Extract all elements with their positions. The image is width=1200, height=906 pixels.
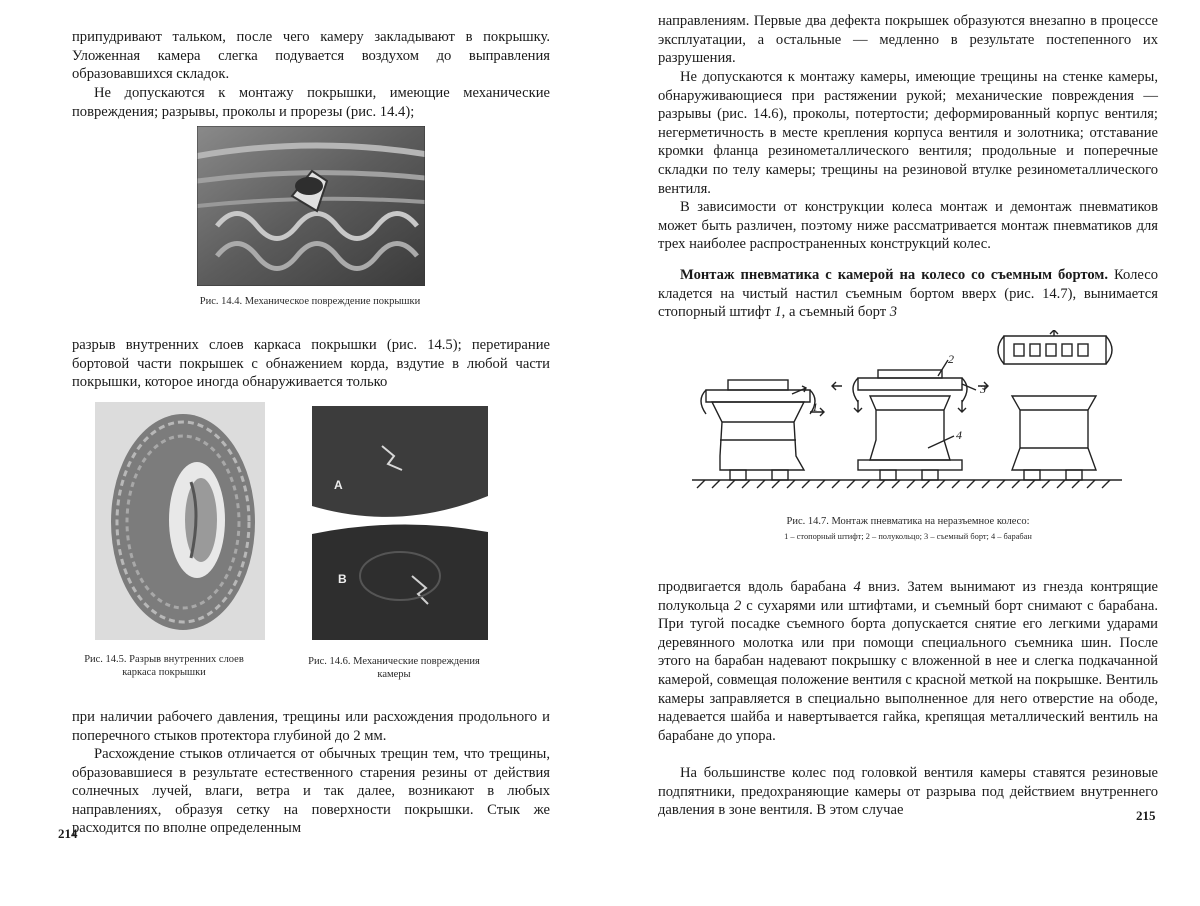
left-para-top: припудривают тальком, после чего камеру закладывают в покрышку. Уложенная камера слегка подувается воздухом до выправления образовавшихся складок. [72,29,550,83]
right-para-heading [658,266,1158,322]
baraban-text-a: продвигается вдоль барабана [658,579,847,595]
fig-label-1: 1 [812,400,818,414]
inline-num-1: 1 [774,304,782,321]
fig-14-4-caption: Рис. 14.4. Механическое повреждение покрышки [199,296,421,307]
right-para-chambers: Не допускаются к монтажу камеры, имеющие трещины на стенке камеры, обнаруживающиеся при растяжении рукой; механические повреждения — разрывы (рис. 14.6), проколы, потертости; деформированный корпус вентиля; негерметичность в месте крепления корпуса вентиля и золотника; отставание кромки фланца резинометаллического вентиля; продольные и поперечные складки по телу камеры; трещины на резиновой втулке резинометаллического вентиля. [658,69,1158,197]
left-para-pressure: при наличии рабочего давления, трещины или расхождения продольного и поперечного стыков протектора глубиной до 2 мм. [72,709,550,744]
heading-mid-text: , а съемный борт [781,304,887,321]
fig-14-5-photo [95,402,265,640]
fig-label-3: 3 [980,382,986,396]
inline-num-2: 2 [734,597,742,614]
fig-14-7-caption: Рис. 14.7. Монтаж пневматика на неразъемное колесо: [786,516,1030,527]
baraban-text-b: вниз. Затем вынимают из гнезда контрящие полукольца [658,579,1158,614]
fig-label-4: 4 [956,428,962,442]
right-para-baraban [658,578,1158,745]
fig-14-4-photo [197,126,425,286]
fig-14-7-diagram [692,330,1122,510]
baraban-text-c: с сухарями или штифтами, и съемный борт снимают с барабана. При тугой посадке съемного борта допускается снятие его легкими ударами деревянного молотка или при помощи специального съемника шин. После этого на барабан надевают покрышку с вложенной в нее и слегка подкачанной камерой, совмещая положение вентиля с красной меткой на покрышке. Вентиль камеры заправляется в специально выполненное для него отверстие на ободе, надевается шайба и навертывается гайка, крепящая металлический вентиль на барабане до упора. [658,597,1159,744]
heading-rest-text: Колесо кладется на чистый настил съемным бортом вверх (рис. 14.7), вынимается стопорный штифт [658,267,1159,321]
fig-14-7-legend: 1 – стопорный штифт; 2 – полукольцо; 3 – съемный борт; 4 – барабан [784,532,1032,541]
fig-14-6-label-b: В [338,572,347,586]
right-para-bottom: На большинстве колес под головкой вентиля камеры ставятся резиновые подпятники, предохраняющие камеры от разрыва под действием внутреннего давления в зоне вентиля. В этом случае [658,765,1158,819]
fig-14-6-caption: Рис. 14.6. Механические повреждения камеры [308,656,480,680]
left-page-number: 214 [58,826,78,841]
right-para-top: направлениям. Первые два дефекта покрышек образуются внезапно в процессе эксплуатации, а остальные — медленно в результате постепенного их разрушения. [658,13,1158,67]
right-page [600,0,1200,906]
right-page-number: 215 [1136,808,1156,823]
fig-14-6-label-a: А [334,478,343,492]
right-para-construction: В зависимости от конструкции колеса монтаж и демонтаж пневматиков может быть различен, поэтому ниже рассматривается монтаж пневматиков для трех наиболее распространенных конструкций колес. [658,199,1158,253]
left-para-joints: Расхождение стыков отличается от обычных трещин тем, что трещины, образовавшиеся в результате естественного старения резины от действия солнечных лучей, влаги, ветра и так далее, возникают в любых направлениях, образуя сетку на поверхности покрышки. Стык же расходится по вполне определенным [72,746,550,837]
fig-label-2: 2 [948,352,954,366]
left-para-defects-intro: Не допускаются к монтажу покрышки, имеющие механические повреждения; разрывы, проколы и прорезы (рис. 14.4); [72,85,550,120]
left-para-middle: разрыв внутренних слоев каркаса покрышки (рис. 14.5); перетирание бортовой части покрышек с обнажением корда, вздутие в любой части покрышки, которое иногда обнаруживается только [72,337,550,391]
inline-num-4: 4 [853,579,861,595]
section-heading: Монтаж пневматика с камерой на колесо со съемным бортом. [680,267,1108,283]
fig-14-5-caption: Рис. 14.5. Разрыв внутренних слоев каркаса покрышки [84,654,244,678]
inline-num-3: 3 [889,304,898,321]
fig-14-6-photo [312,406,488,640]
